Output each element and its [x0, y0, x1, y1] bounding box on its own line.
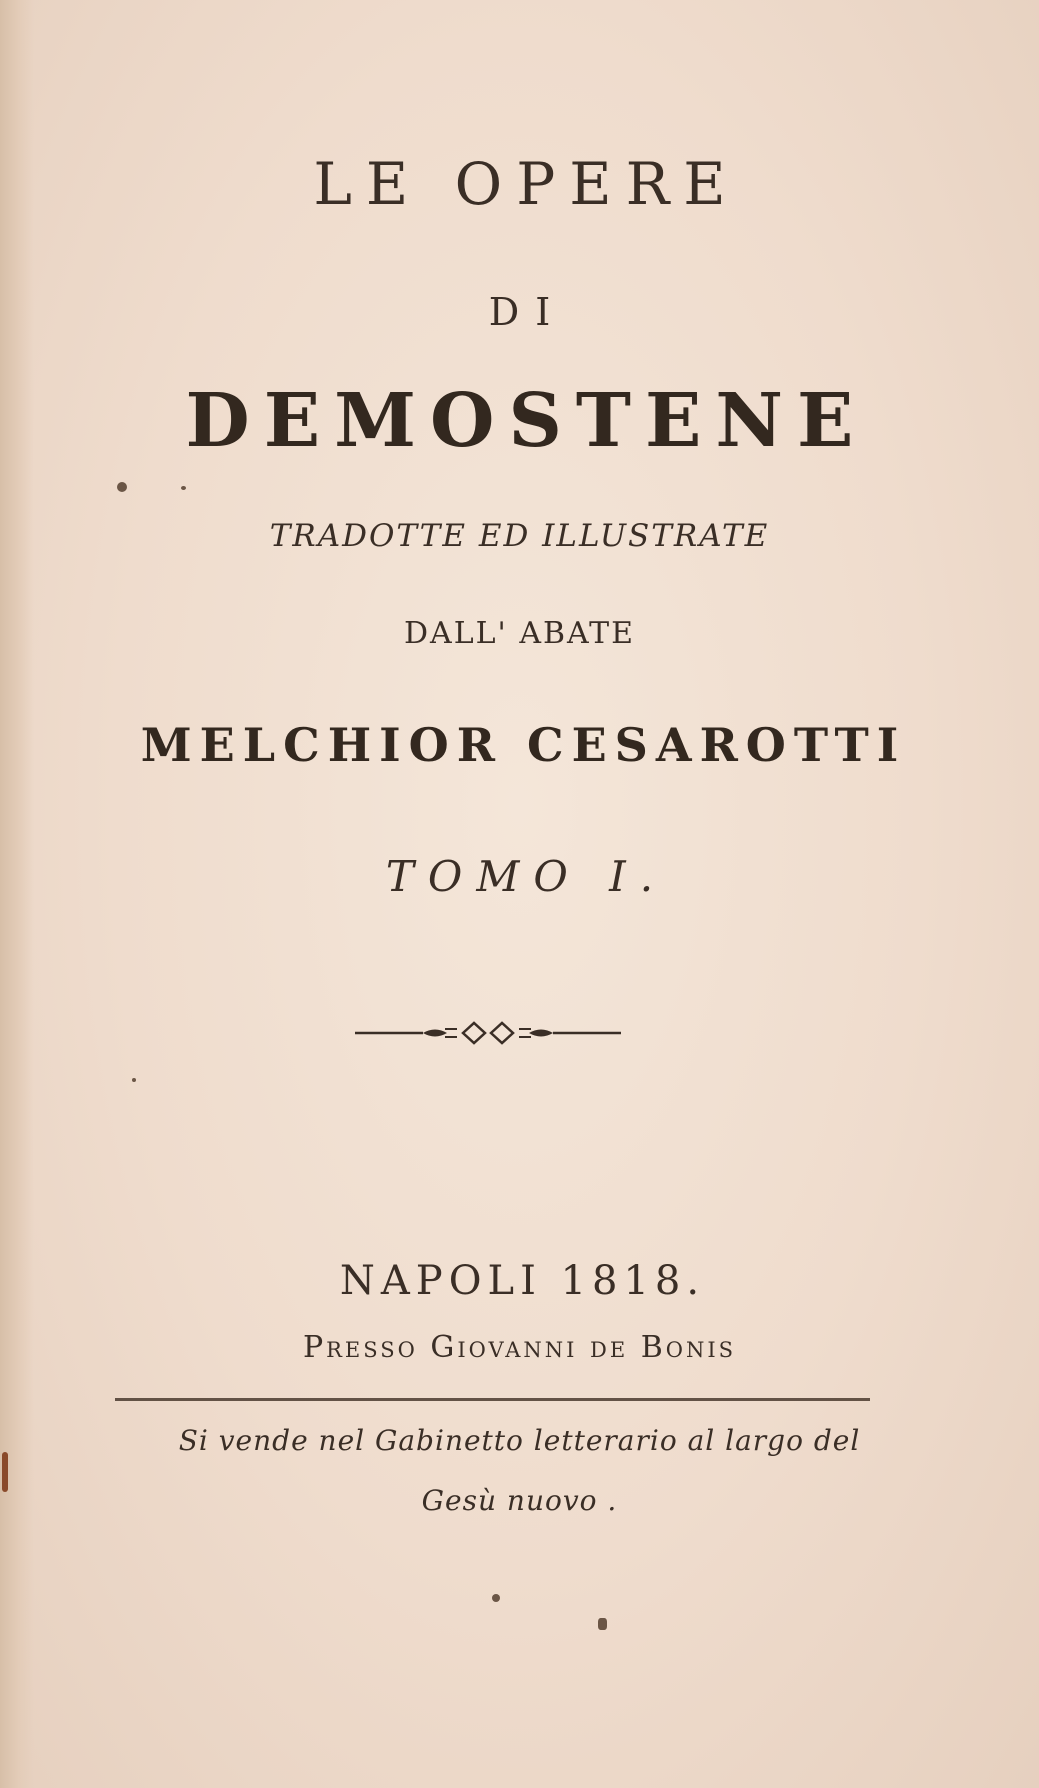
paper-stain	[2, 1452, 8, 1492]
publisher: Presso Giovanni de Bonis	[302, 1330, 737, 1365]
place-and-date: NAPOLI 1818.	[339, 1258, 706, 1304]
by-line: DALL' ABATE	[404, 616, 635, 651]
sales-note-line1: Si vende nel Gabinetto letterario al largo del	[178, 1424, 861, 1457]
paper-speck	[598, 1618, 607, 1630]
title-line-demostene: DEMOSTENE	[185, 378, 868, 464]
author-name: MELCHIOR CESAROTTI	[140, 718, 907, 772]
subtitle: TRADOTTE ED ILLUSTRATE	[269, 518, 770, 554]
title-line-di: DI	[488, 290, 567, 334]
paper-speck	[181, 486, 186, 490]
printer-ornament	[353, 1018, 623, 1048]
paper-speck	[117, 482, 127, 492]
paper-speck	[492, 1594, 500, 1602]
title-line-le-opere: LE OPERE	[313, 150, 740, 218]
paper-speck	[132, 1078, 136, 1082]
sales-note-line2: Gesù nuovo .	[421, 1484, 618, 1517]
horizontal-rule	[115, 1398, 870, 1401]
volume-label: TOMO I.	[385, 852, 668, 901]
